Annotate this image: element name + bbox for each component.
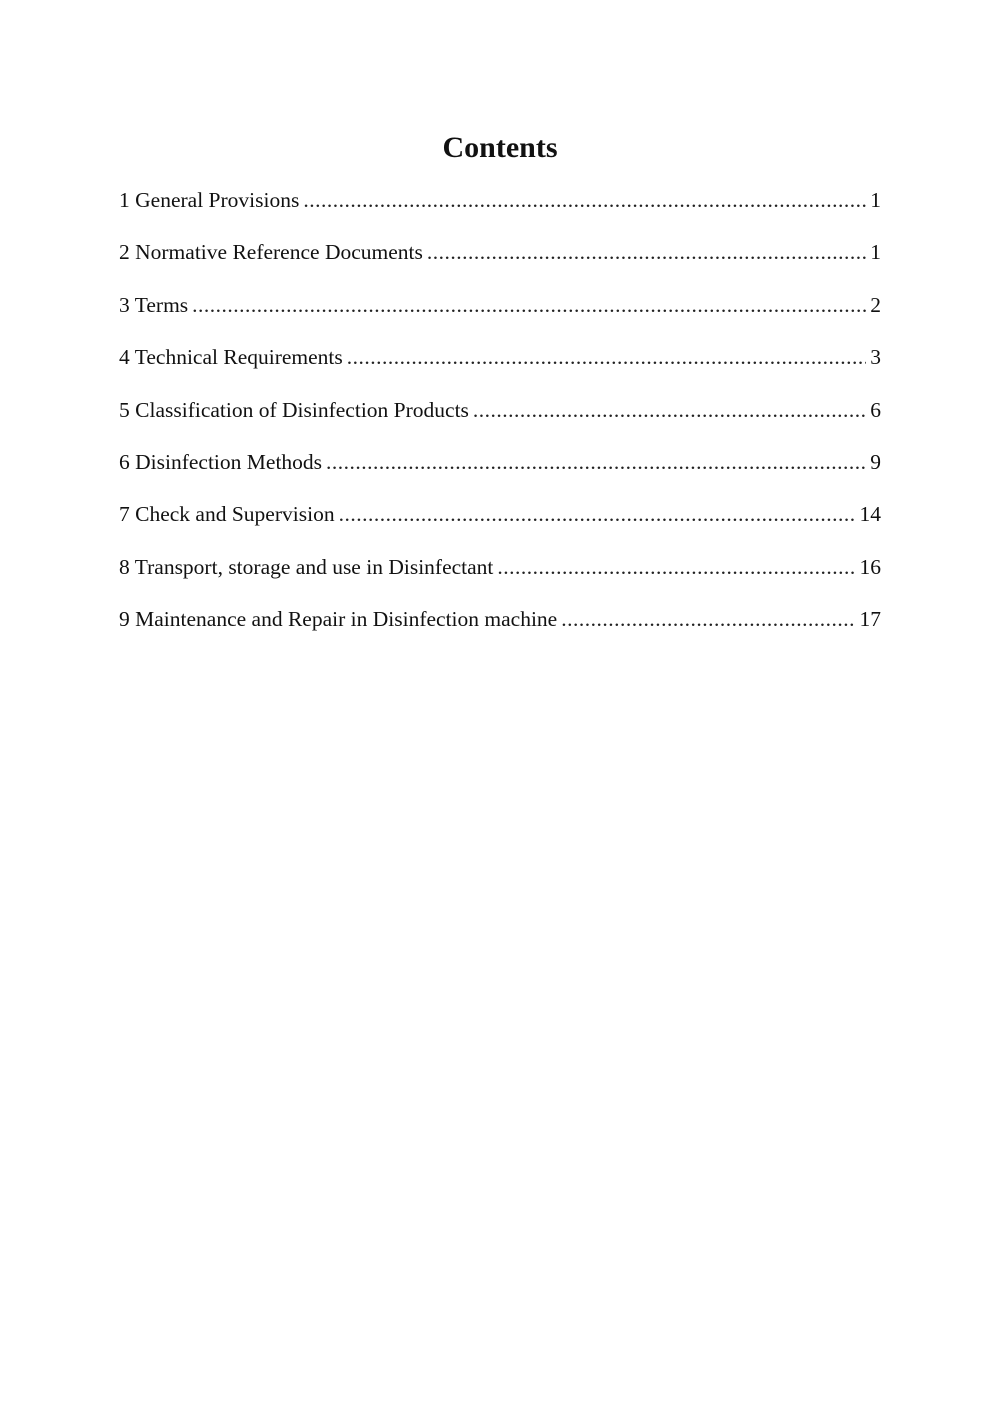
toc-entry-label: 4 Technical Requirements: [119, 345, 343, 370]
toc-entry-label: 8 Transport, storage and use in Disinfectant: [119, 554, 494, 579]
toc-leader-dots: [339, 499, 856, 529]
toc-entry-label: 6 Disinfection Methods: [119, 449, 323, 474]
toc-entry-page: 2: [870, 292, 881, 317]
toc-entry-page: 1: [870, 240, 881, 265]
toc-entry-8[interactable]: [119, 552, 881, 604]
table-of-contents: [119, 185, 881, 657]
toc-entry-label: 3 Terms: [119, 292, 189, 317]
toc-entry-6[interactable]: [119, 447, 881, 499]
toc-leader-dots: [561, 604, 855, 634]
toc-entry-label: 9 Maintenance and Repair in Disinfection machine: [119, 607, 558, 632]
toc-leader-dots: [303, 185, 866, 215]
toc-leader-dots: [192, 290, 866, 320]
toc-entry-page: 3: [870, 345, 881, 370]
toc-leader-dots: [427, 237, 866, 267]
toc-entry-label: 7 Check and Supervision: [119, 502, 335, 527]
toc-leader-dots: [347, 342, 866, 372]
toc-entry-4[interactable]: [119, 342, 881, 394]
toc-entry-page: 6: [870, 397, 881, 422]
toc-entry-label: 2 Normative Reference Documents: [119, 240, 423, 265]
toc-leader-dots: [326, 447, 866, 477]
toc-entry-9[interactable]: [119, 604, 881, 656]
toc-entry-label: 1 General Provisions: [119, 188, 300, 212]
toc-leader-dots: [473, 395, 866, 425]
page-title: Contents: [442, 131, 558, 164]
toc-leader-dots: [497, 552, 855, 582]
toc-entry-2[interactable]: [119, 237, 881, 289]
toc-entry-page: 16: [859, 554, 881, 579]
toc-entry-page: 9: [870, 449, 881, 474]
toc-entry-1[interactable]: [119, 185, 881, 237]
toc-entry-page: 17: [859, 607, 881, 632]
toc-entry-5[interactable]: [119, 395, 881, 447]
toc-entry-3[interactable]: [119, 290, 881, 342]
toc-entry-page: 14: [859, 502, 881, 527]
toc-entry-page: 1: [870, 188, 881, 212]
toc-entry-7[interactable]: [119, 499, 881, 551]
toc-entry-label: 5 Classification of Disinfection Products: [119, 397, 469, 422]
